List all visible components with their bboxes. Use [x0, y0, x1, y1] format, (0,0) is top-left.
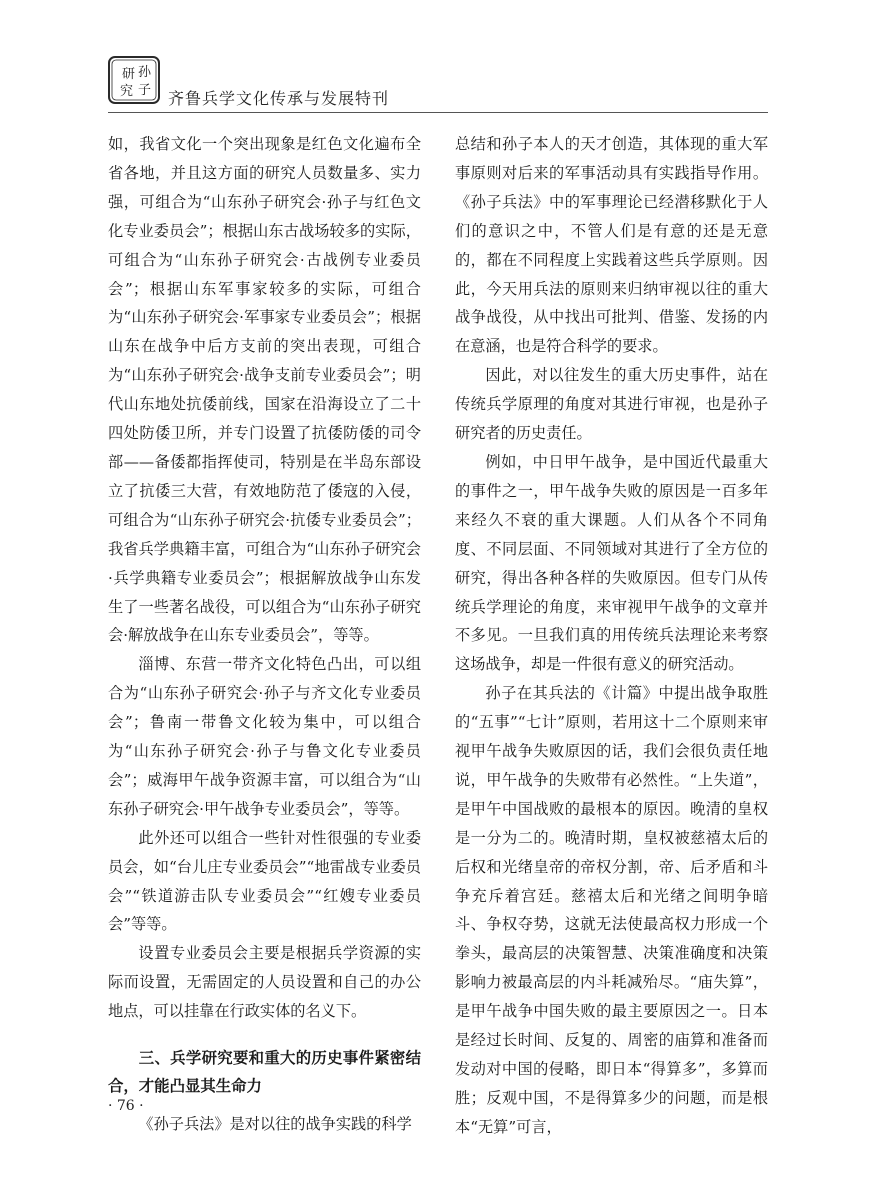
paragraph-continuation: 总结和孙子本人的天才创造，其体现的重大军事原则对后来的军事活动具有实践指导作用。《孙子兵法》中的军事理论已经潜移默化于人们的意识之中，不管人们是有意的还是无意的，都在不同程度上实践着这些兵学原则。因此，今天用兵法的原则来归纳审视以往的重大战争战役，从中找出可批判、借鉴、发扬的内在意涵，也是符合科学的要求。	[455, 135, 768, 356]
journal-logo	[108, 56, 160, 104]
journal-logo-seal	[108, 56, 160, 104]
svg-text:子: 子	[138, 83, 152, 98]
paragraph: 淄博、东营一带齐文化特色凸出，可以组合为“山东孙子研究会·孙子与齐文化专业委员会”；鲁南一带鲁文化较为集中，可以组合为“山东孙子研究会·孙子与鲁文化专业委员会”；威海甲午战争资源丰富，可以组合为“山东孙子研究会·甲午战争专业委员会”，等等。	[108, 655, 421, 818]
paragraph: 此外还可以组合一些针对性很强的专业委员会，如“台儿庄专业委员会”“地雷战专业委员会”“铁道游击队专业委员会”“红嫂专业委员会”等等。	[108, 828, 421, 934]
left-column	[108, 130, 421, 1139]
paragraph: 例如，中日甲午战争，是中国近代最重大的事件之一，甲午战争失败的原因是一百多年来经久不衰的重大课题。人们从各个不同角度、不同层面、不同领域对其进行了全方位的研究，得出各种各样的失败原因。但专门从传统兵学理论的角度，来审视甲午战争的文章并不多见。一旦我们真的用传统兵法理论来考察这场战争，却是一件很有意义的研究活动。	[455, 452, 768, 674]
svg-text:孙: 孙	[138, 65, 152, 80]
header-rule	[108, 112, 768, 113]
paragraph: 孙子在其兵法的《计篇》中提出战争取胜的“五事”“七计”原则，若用这十二个原则来审视甲午战争失败原因的话，我们会很负责任地说，甲午战争的失败带有必然性。“上失道”，是甲午中国战败的最根本的原因。晚清的皇权是一分为二的。晚清时期，皇权被慈禧太后的后权和光绪皇帝的帝权分割，帝、后矛盾和斗争充斥着宫廷。慈禧太后和光绪之间明争暗斗、争权夺势，这就无法使最高权力形成一个拳头，最高层的决策智慧、决策准确度和决策影响力被最高层的内斗耗减殆尽。“庙失算”，是甲午战争中国失败的最主要原因之一。日本是经过长时间、反复的、周密的庙算和准备而发动对中国的侵略，即日本“得算多”，多算而胜；反观中国，不是得算多少的问题，而是根本“无算”可言，	[455, 684, 768, 1136]
journal-issue-title: 齐鲁兵学文化传承与发展特刊	[168, 89, 390, 108]
right-column	[455, 130, 768, 1142]
paragraph: 设置专业委员会主要是根据兵学资源的实际而设置，无需固定的人员设置和自己的办公地点，可以挂靠在行政实体的名义下。	[108, 944, 421, 1021]
paragraph: 因此，对以往发生的重大历史事件，站在传统兵学原理的角度对其进行审视，也是孙子研究者的历史责任。	[455, 366, 768, 443]
running-header	[108, 50, 768, 112]
paragraph: 如，我省文化一个突出现象是红色文化遍布全省各地，并且这方面的研究人员数量多、实力强，可组合为“山东孙子研究会·孙子与红色文化专业委员会”；根据山东古战场较多的实际，可组合为“山东孙子研究会·古战例专业委员会”；根据山东军事家较多的实际，可组合为“山东孙子研究会·军事家专业委员会”；根据山东在战争中后方支前的突出表现，可组合为“山东孙子研究会·战争支前专业委员会”；明代山东地处抗倭前线，国家在沿海设立了二十四处防倭卫所，并专门设置了抗倭防倭的司令部——备倭都指挥使司，特别是在半岛东部设立了抗倭三大营，有效地防范了倭寇的入侵，可组合为“山东孙子研究会·抗倭专业委员会”；我省兵学典籍丰富，可组合为“山东孙子研究会·兵学典籍专业委员会”；根据解放战争山东发生了一些著名战役，可以组合为“山东孙子研究会·解放战争在山东专业委员会”，等等。	[108, 135, 421, 645]
svg-text:研: 研	[122, 67, 136, 82]
paragraph: 《孙子兵法》是对以往的战争实践的科学	[138, 1115, 412, 1134]
svg-text:究: 究	[120, 84, 134, 99]
page-number: · 76 ·	[108, 1098, 144, 1114]
section-heading: 三、兵学研究要和重大的历史事件紧密结合，才能凸显其生命力	[108, 1049, 421, 1096]
